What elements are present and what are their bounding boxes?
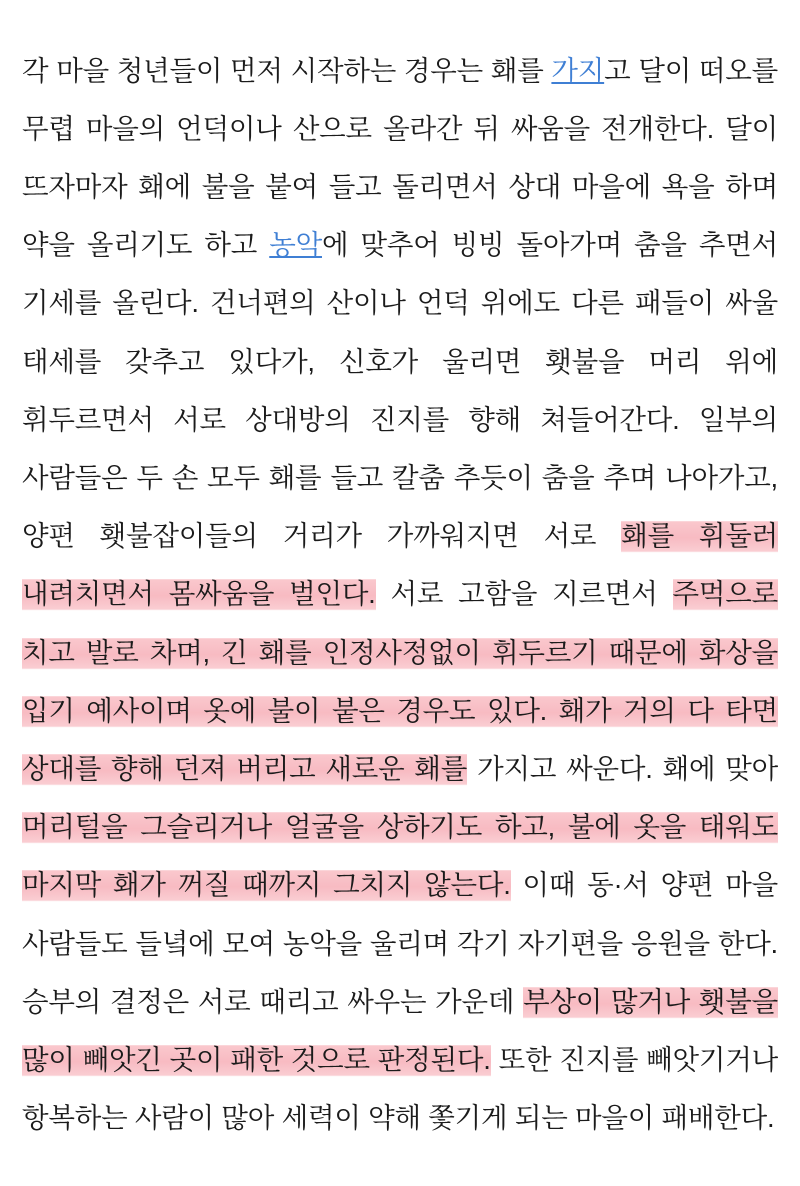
highlight-3: 머리털을 그슬리거나 얼굴을 상하기도 하고, 불에 옷을 태워도 마지막 홰가 꺼질 때까지 그치지 않는다. [22, 809, 778, 903]
run-4: 에 맞추어 빙빙 돌아가며 춤을 추면서 기세를 올린다. 건너편의 산이나 언덕 위에도 다른 패들이 싸울 태세를 갖추고 있다가, 신호가 울리면 횃불을 머리 위에 휘두르면서 서로 상대방의 진지를 향해 쳐들어간다. 일부의 사람들은 두 손 모두 홰를 들고 칼춤 추듯이 춤을 추며 나아가고, 양편 횃불잡이들의 거리가 가까워지면 서로 [22, 229, 778, 552]
run-0: 각 마을 청년들이 먼저 시작하는 경우는 홰를 [22, 54, 552, 86]
highlight-4: 부상이 많거나 횃불을 많이 빼앗긴 곳이 패한 것으로 판정된다. [22, 984, 778, 1078]
run-10: 이때 동·서 양편 마을 사람들도 들녘에 모여 농악을 울리며 각기 자기편을 응원을 한다. 승부의 결정은 서로 때리고 싸우는 가운데 [22, 869, 779, 1017]
run-2: 고 달이 떠오를 무렵 마을의 언덕이나 산으로 올라간 뒤 싸움을 전개한다. 달이 뜨자마자 홰에 불을 붙여 들고 돌리면서 상대 마을에 욕을 하며 약을 올리기도 하고 [22, 54, 778, 261]
inline-link-gaji[interactable]: 가지 [551, 54, 605, 86]
highlight-2: 주먹으로 치고 발로 차며, 긴 홰를 인정사정없이 휘두르기 때문에 화상을 입기 예사이며 옷에 불이 붙은 경우도 있다. 홰가 거의 다 타면 상대를 향해 던져 버리고 새로운 홰를 [22, 576, 778, 787]
run-12: 또한 진지를 빼앗기거나 항복하는 사람이 많아 세력이 약해 쫓기게 되는 마을이 패배한다. [22, 1043, 778, 1134]
body-paragraph [22, 42, 778, 1148]
highlight-1: 홰를 휘둘러 내려치면서 몸싸움을 벌인다. [22, 518, 778, 612]
inline-link-nongak[interactable]: 농악 [269, 229, 322, 261]
run-8: 가지고 싸운다. 홰에 맞아 [467, 752, 778, 784]
run-6: 서로 고함을 지르면서 [375, 578, 673, 610]
